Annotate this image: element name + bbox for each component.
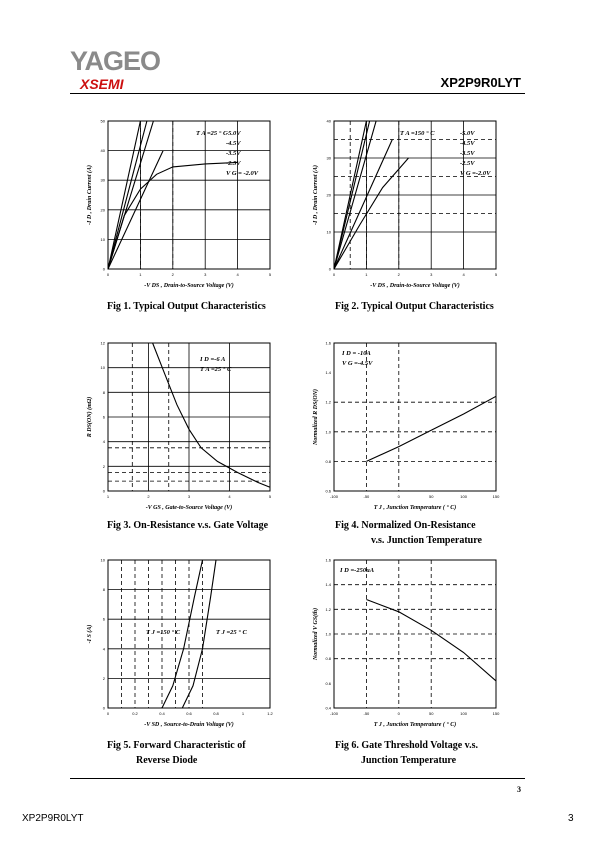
x-tick-label: 0.6: [186, 711, 192, 716]
chart-annotation: T J =25 ° C: [216, 629, 247, 636]
figure-3-caption: [107, 518, 268, 533]
x-tick-label: 2: [397, 272, 400, 277]
y-tick-label: 4: [102, 646, 105, 652]
data-series-line: [108, 121, 140, 269]
y-tick-label: 50: [100, 118, 105, 124]
x-tick-label: 3: [204, 272, 207, 277]
figure-2: [308, 115, 508, 295]
y-tick-label: 1.0: [325, 631, 331, 637]
figure-5-caption: [107, 738, 246, 768]
y-tick-label: 4: [102, 439, 105, 445]
figure-4-caption: [335, 518, 482, 548]
y-tick-label: 20: [326, 192, 331, 198]
part-number-title: XP2P9R0LYT: [440, 75, 521, 90]
x-tick-label: 100: [460, 494, 467, 499]
y-tick-label: 0.6: [325, 680, 331, 686]
data-series-line: [334, 140, 392, 270]
x-tick-label: 0: [106, 711, 110, 716]
figure-6-caption-line2: Junction Temperature: [361, 755, 457, 766]
legend-entry: V G = -2.0V: [226, 170, 259, 177]
y-tick-label: 1.6: [325, 340, 331, 346]
chart-annotation: T A =25 ° C: [200, 366, 232, 373]
x-tick-label: 0.8: [213, 711, 219, 716]
y-axis-label: R DS(ON) (mΩ): [87, 396, 93, 438]
brand-sub-logo: XSEMI: [80, 76, 124, 92]
y-tick-label: 2: [102, 675, 105, 681]
y-tick-label: 0: [102, 705, 105, 711]
y-tick-label: 2: [102, 463, 105, 469]
data-series-line: [182, 560, 216, 708]
figure-5-chart: [82, 554, 282, 734]
y-tick-label: 0.8: [325, 458, 331, 464]
legend-entry: -5.0V: [226, 130, 241, 137]
data-series-line: [108, 121, 147, 269]
y-axis-label: -I S (A): [87, 624, 93, 644]
figure-6-chart: [308, 554, 508, 734]
y-tick-label: 1.2: [325, 606, 331, 612]
figure-2-caption: [335, 299, 494, 314]
legend-entry: -5.0V: [460, 130, 475, 137]
x-tick-label: 0: [397, 494, 400, 499]
y-tick-label: 1.0: [325, 429, 331, 435]
figure-1-caption: [107, 299, 266, 314]
y-tick-label: 1.6: [325, 557, 331, 563]
x-tick-label: 50: [428, 711, 434, 716]
x-tick-label: 0.4: [159, 711, 165, 716]
x-tick-label: 0.2: [132, 711, 138, 716]
x-tick-label: -50: [363, 494, 370, 499]
figure-3-chart: [82, 337, 282, 517]
legend-entry: -3.5V: [460, 150, 475, 157]
y-tick-label: 40: [326, 118, 331, 124]
page-number-inner: 3: [517, 785, 521, 794]
x-tick-label: 150: [492, 711, 500, 716]
x-tick-label: 4: [228, 494, 231, 499]
y-tick-label: 0: [328, 266, 331, 272]
x-tick-label: 0: [397, 711, 400, 716]
x-tick-label: 5: [268, 494, 272, 499]
legend-entry: -3.5V: [226, 150, 241, 157]
brand-logo: YAGEO: [70, 46, 161, 76]
y-tick-label: 0.4: [325, 705, 331, 711]
x-tick-label: 1: [106, 494, 110, 499]
figure-4: [308, 337, 508, 517]
y-tick-label: 0: [102, 266, 105, 272]
figure-2-caption-line1: Fig 2. Typical Output Characteristics: [335, 301, 494, 312]
x-tick-label: 1: [139, 272, 142, 277]
x-tick-label: -100: [329, 711, 339, 716]
y-tick-label: 12: [100, 340, 105, 346]
x-tick-label: 1: [365, 272, 368, 277]
legend-entry: -4.5V: [226, 140, 241, 147]
x-tick-label: 5: [494, 272, 498, 277]
x-tick-label: 3: [430, 272, 433, 277]
figure-3: [82, 337, 282, 517]
chart-annotation: I D = -10A: [342, 350, 371, 357]
x-axis-label: T J , Junction Temperature ( ° C): [373, 505, 457, 511]
x-tick-label: -50: [363, 711, 370, 716]
x-tick-label: 1.2: [267, 711, 273, 716]
y-tick-label: 40: [100, 148, 105, 154]
legend-entry: -4.5V: [460, 140, 475, 147]
chart-annotation: I D =-250uA: [340, 567, 375, 574]
figure-4-chart: [308, 337, 508, 517]
figure-4-caption-line2: v.s. Junction Temperature: [371, 535, 482, 546]
y-tick-label: 0: [102, 488, 105, 494]
figure-3-caption-line1: Fig 3. On-Resistance v.s. Gate Voltage: [107, 520, 269, 531]
figure-2-chart: [308, 115, 508, 295]
x-tick-label: 3: [187, 494, 191, 499]
plot-frame: [108, 121, 270, 269]
chart-annotation: T A =150 ° C: [400, 130, 435, 137]
x-axis-label: T J , Junction Temperature ( ° C): [373, 722, 457, 728]
x-tick-label: 4: [462, 272, 465, 277]
y-tick-label: 30: [326, 155, 331, 161]
x-tick-label: 50: [428, 494, 434, 499]
y-tick-label: 20: [100, 207, 105, 213]
y-tick-label: 8: [102, 587, 105, 593]
data-series-line: [366, 396, 496, 461]
figure-1-caption-line1: Fig 1. Typical Output Characteristics: [107, 301, 266, 312]
x-tick-label: 5: [268, 272, 272, 277]
chart-annotation: V G =-4.5V: [342, 360, 373, 367]
y-tick-label: 1.2: [325, 399, 331, 405]
x-axis-label: -V GS , Gate-to-Source Voltage (V): [145, 505, 233, 511]
figure-5-caption-line2: Reverse Diode: [136, 755, 198, 766]
y-tick-label: 6: [102, 616, 105, 622]
y-axis-label: -I D , Drain Current (A): [87, 164, 93, 226]
y-tick-label: 10: [100, 365, 105, 371]
y-axis-label: Normalized V GS(th): [313, 607, 319, 661]
chart-annotation: I D =-6 A: [200, 356, 226, 363]
x-tick-label: 1: [241, 711, 245, 716]
figure-5-caption-line1: Fig 5. Forward Characteristic of: [107, 740, 246, 751]
y-tick-label: 0.6: [325, 488, 331, 494]
page-number: 3: [568, 813, 574, 824]
y-tick-label: 6: [102, 414, 105, 420]
x-tick-label: 0: [106, 272, 110, 277]
x-tick-label: 0: [332, 272, 336, 277]
y-axis-label: Normalized R DS(ON): [313, 388, 319, 446]
figure-1-chart: [82, 115, 282, 295]
figure-6-caption-line1: Fig 6. Gate Threshold Voltage v.s.: [335, 740, 478, 751]
figure-6: [308, 554, 508, 734]
x-tick-label: 2: [171, 272, 174, 277]
footer-divider: [70, 778, 525, 779]
header-divider: [70, 93, 525, 94]
x-tick-label: 150: [492, 494, 500, 499]
y-tick-label: 1.4: [325, 370, 331, 376]
legend-entry: -2.5V: [226, 160, 241, 167]
x-tick-label: 4: [236, 272, 239, 277]
x-tick-label: -100: [329, 494, 339, 499]
x-axis-label: -V SD , Source-to-Drain Voltage (V): [144, 722, 234, 728]
chart-annotation: T A =25 ° C: [196, 130, 228, 137]
legend-entry: -2.5V: [460, 160, 475, 167]
x-tick-label: 2: [147, 494, 150, 499]
x-tick-label: 100: [460, 711, 467, 716]
y-tick-label: 8: [102, 389, 105, 395]
y-tick-label: 1.4: [325, 582, 331, 588]
data-series-line: [153, 343, 270, 487]
y-tick-label: 10: [100, 557, 105, 563]
figure-1: [82, 115, 282, 295]
document-name: XP2P9R0LYT: [22, 813, 84, 824]
figure-6-caption: [335, 738, 478, 768]
y-tick-label: 0.8: [325, 656, 331, 662]
figure-4-caption-line1: Fig 4. Normalized On-Resistance: [335, 520, 476, 531]
y-axis-label: -I D , Drain Current (A): [313, 164, 319, 226]
y-tick-label: 10: [100, 236, 105, 242]
figure-5: [82, 554, 282, 734]
chart-annotation: T J =150 ° C: [146, 629, 181, 636]
x-axis-label: -V DS , Drain-to-Source Voltage (V): [144, 283, 234, 289]
y-tick-label: 30: [100, 177, 105, 183]
y-tick-label: 10: [326, 229, 331, 235]
legend-entry: V G =-2.0V: [460, 170, 491, 177]
x-axis-label: -V DS , Drain-to-Source Voltage (V): [370, 283, 460, 289]
